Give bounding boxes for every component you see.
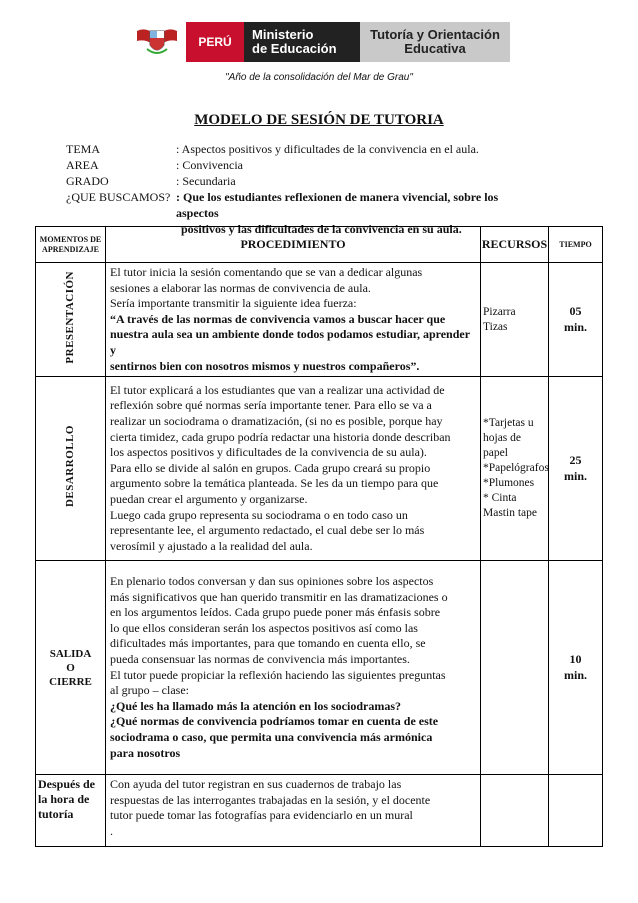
info-row-grado [66, 173, 526, 189]
procedure-line: El tutor explicará a los estudiantes que van a realizar una actividad de [110, 382, 445, 397]
resource-item: *Plumones [483, 477, 535, 490]
time-value: 05 [569, 303, 582, 318]
document-title: MODELO DE SESIÓN DE TUTORIA [194, 112, 444, 128]
moment-line: Después de [38, 777, 96, 792]
tutoria-brand [360, 22, 510, 62]
moment-cell [36, 263, 106, 377]
time-unit: min. [563, 319, 587, 334]
procedure-line: En plenario todos conversan y dan sus opiniones sobre los aspectos [110, 574, 434, 589]
resource-item: Mastin tape [483, 507, 537, 520]
header-recursos: RECURSOS [481, 227, 549, 263]
procedure-line: nuestra aula sea un ambiente donde todos podamos estudiar, aprender y [110, 327, 470, 357]
procedure-line: Con ayuda del tutor registran en sus cuadernos de trabajo las [110, 777, 402, 792]
resources-cell [481, 263, 549, 377]
objective-line: : Que los estudiantes reflexionen de manera vivencial, sobre los aspectos [176, 190, 499, 220]
procedure-line: al grupo – clase: [110, 683, 189, 698]
moment-cell [36, 561, 106, 775]
moment-cell [36, 775, 106, 847]
info-value: : Aspectos positivos y dificultades de la convivencia en el aula. [176, 142, 479, 156]
time-cell [549, 775, 603, 847]
resource-item: Tizas [483, 320, 508, 333]
info-row-tema [66, 141, 526, 157]
tutoria-line2: Educativa [404, 41, 466, 56]
procedure-cell [106, 263, 481, 377]
procedure-line: Luego cada grupo representa su sociodrama o en todo caso un [110, 507, 408, 522]
procedure-line: para nosotros [110, 745, 181, 760]
session-info [66, 141, 526, 237]
resource-item: * Cinta [483, 492, 517, 505]
ministry-line2: de Educación [252, 41, 337, 56]
resources-cell [481, 775, 549, 847]
procedure-line: los aspectos positivos y dificultades de la convivencia de su aula). [110, 445, 427, 460]
resource-item: *Tarjetas u [483, 417, 534, 430]
procedure-line: verosímil y ajustado a la realidad del aula. [110, 538, 313, 553]
table-header-row [36, 227, 603, 263]
info-row-area [66, 157, 526, 173]
table-row-cierre [36, 561, 603, 775]
objective-line: positivos y las dificultades de la convivencia en su aula. [181, 222, 462, 236]
coat-of-arms-icon [128, 22, 186, 62]
procedure-line: sentirnos bien con nosotros mismos y nuestros compañeros”. [110, 358, 420, 373]
peru-brand: PERÚ [186, 22, 244, 62]
header-procedimiento: PROCEDIMIENTO [106, 227, 481, 263]
procedure-line: El tutor puede propiciar la reflexión haciendo las siguientes preguntas [110, 667, 446, 682]
resources-cell [481, 561, 549, 775]
info-value: : Secundaria [176, 174, 236, 188]
header-momentos: MOMENTOS DE APRENDIZAJE [36, 227, 106, 263]
procedure-line: tutor puede tomar las fotografías para evidenciarlo en un mural [110, 808, 413, 823]
procedure-line: realizar un sociodrama o dramatización, (si no es posible, porque hay [110, 414, 443, 429]
resource-item: Pizarra [483, 305, 516, 318]
time-unit: min. [563, 468, 587, 483]
resource-item: *Papelógrafos [483, 462, 549, 475]
year-motto: "Año de la consolidación del Mar de Grau" [225, 72, 413, 83]
procedure-line: más significativos que han querido transmitir en las dramatizaciones o [110, 589, 448, 604]
time-value: 10 [569, 652, 582, 667]
procedure-line: respuestas de las interrogantes trabajadas en la sesión, y el docente [110, 792, 431, 807]
session-table [35, 226, 603, 847]
resource-item: hojas de papel [483, 432, 522, 460]
ministry-brand [244, 22, 360, 62]
procedure-line: representante lee, el argumento redactado, el cual debe ser lo más [110, 523, 425, 538]
procedure-line: ¿Qué normas de convivencia podríamos tomar en cuenta de este [110, 714, 439, 729]
info-label: AREA [66, 158, 99, 172]
procedure-line: ¿Qué les ha llamado más la atención en los sociodramas? [110, 698, 402, 713]
moment-line: O [66, 661, 75, 674]
procedure-line: reflexión sobre qué normas sería importante tener. Para ello se va a [110, 398, 432, 413]
objective-label: ¿QUE BUSCAMOS? [66, 190, 171, 204]
procedure-line: Sería importante transmitir la siguiente idea fuerza: [110, 296, 357, 311]
header-tiempo: TIEMPO [549, 227, 603, 263]
table-row-desarrollo [36, 377, 603, 561]
procedure-cell [106, 377, 481, 561]
procedure-line: sesiones a elaborar las normas de convivencia de aula. [110, 280, 371, 295]
time-value: 25 [569, 453, 582, 468]
procedure-line: “A través de las normas de convivencia vamos a buscar hacer que [110, 311, 446, 326]
moment-label: DESARROLLO [63, 425, 76, 508]
procedure-line: . [110, 823, 113, 838]
info-value: : Convivencia [176, 158, 243, 172]
info-label: TEMA [66, 142, 100, 156]
procedure-line: en los argumentos leídos. Cada grupo puede poner más énfasis sobre [110, 605, 441, 620]
info-label: GRADO [66, 174, 109, 188]
table-row-presentacion [36, 263, 603, 377]
procedure-line: cierta timidez, cada grupo podría redactar una historia donde describan [110, 429, 451, 444]
tutoria-line1: Tutoría y Orientación [370, 27, 500, 42]
procedure-cell [106, 775, 481, 847]
procedure-line: dificultades más importantes, para que tomando en cuenta ello, se [110, 636, 426, 651]
time-cell [549, 263, 603, 377]
moment-line: SALIDA [49, 647, 92, 660]
procedure-line: argumento sobre la temática planteada. Se les da un tiempo para que [110, 476, 439, 491]
procedure-line: lo que ellos consideran serán los aspectos positivos así como las [110, 620, 418, 635]
time-cell [549, 561, 603, 775]
moment-label: PRESENTACIÓN [63, 270, 76, 364]
resources-cell [481, 377, 549, 561]
moment-line: la hora de [38, 792, 90, 807]
procedure-cell [106, 561, 481, 775]
procedure-line: Para ello se divide al salón en grupos. Cada grupo creará su propio [110, 460, 431, 475]
time-cell [549, 377, 603, 561]
ministry-line1: Ministerio [252, 27, 314, 42]
moment-cell [36, 377, 106, 561]
procedure-line: pueda consensuar las normas de convivencia más importantes. [110, 652, 410, 667]
procedure-line: sociodrama o caso, que permita una convivencia más armónica [110, 730, 433, 745]
header-banner [128, 22, 510, 62]
time-unit: min. [563, 667, 587, 682]
procedure-line: puedan crear el argumento y organizarse. [110, 492, 308, 507]
moment-line: tutoría [38, 807, 74, 822]
procedure-line: El tutor inicia la sesión comentando que se van a dedicar algunas [110, 265, 423, 279]
table-row-despues [36, 775, 603, 847]
moment-line: CIERRE [49, 675, 92, 688]
